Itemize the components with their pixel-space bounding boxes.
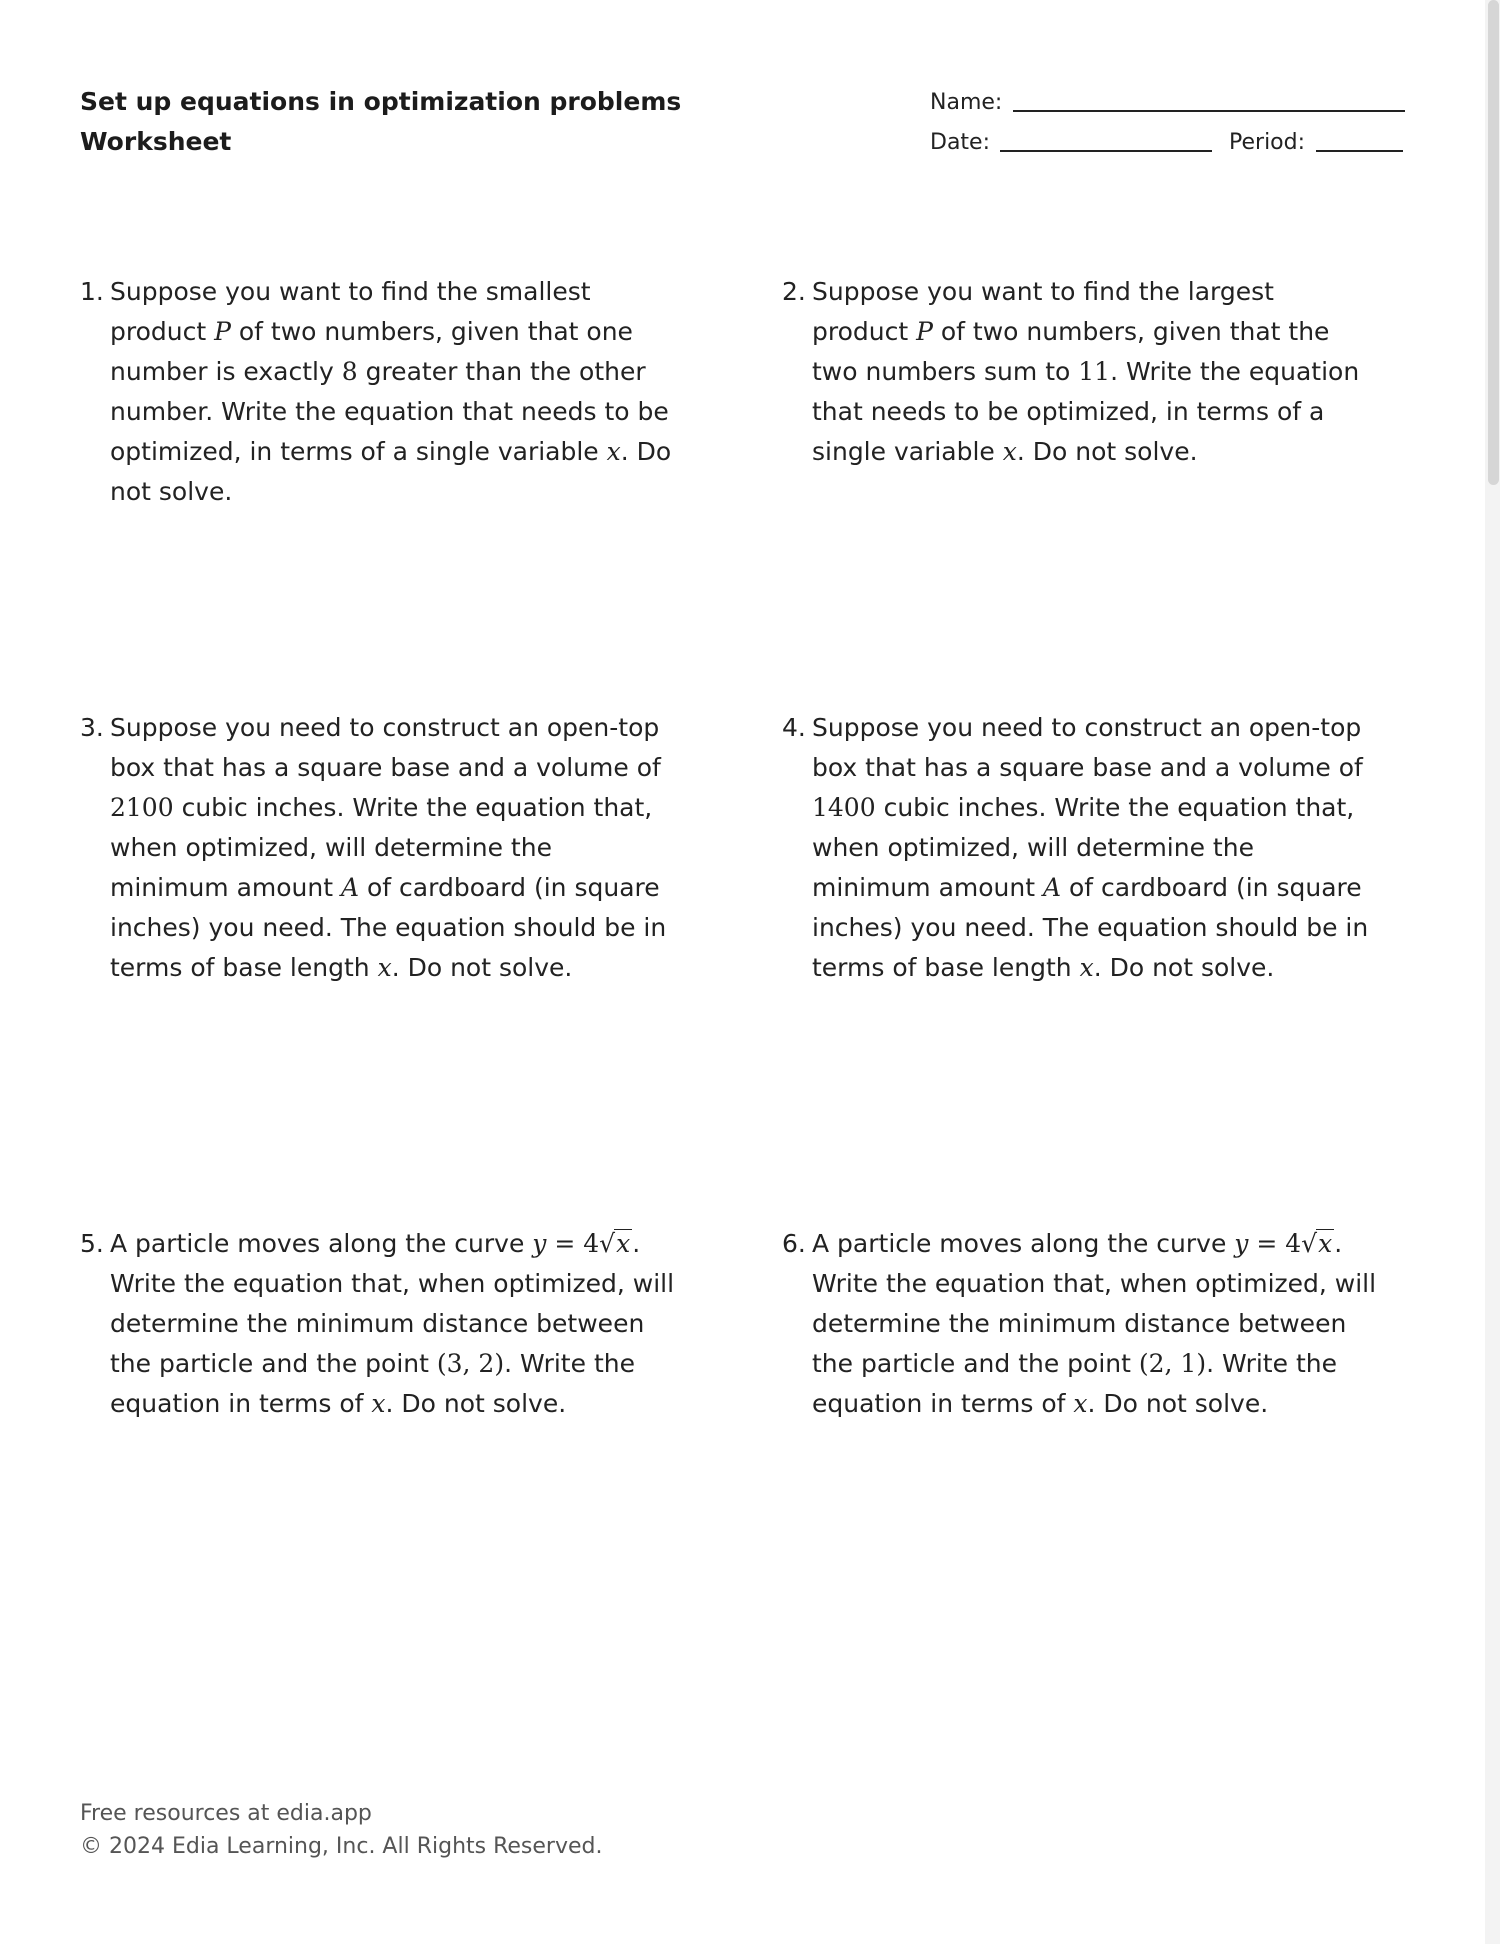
math-variable: A [1043,873,1062,902]
problem-5 [80,1224,675,1424]
problem-text: Suppose you need to construct an open-top box that has a square base and a volume of [110,713,661,782]
problem-4 [782,708,1377,988]
name-line[interactable] [1013,110,1405,112]
problem-text: . Do not solve. [385,1389,567,1418]
date-label: Date: [930,130,990,155]
problem-text: of cardboard (in square inches) you need. The equation should be in terms of base length [812,873,1369,982]
problem-2 [782,272,1377,472]
footer-resources: Free resources at edia.app [80,1801,372,1826]
student-info-fields [930,86,1405,166]
math-variable: x [1079,953,1094,982]
math-variable: P [916,317,933,346]
title-line-1: Set up equations in optimization problems [80,87,682,116]
problem-text: Suppose you need to construct an open-top box that has a square base and a volume of [812,713,1363,782]
math-expression: = 4 [1248,1229,1302,1258]
math-point: (3, 2) [436,1349,505,1378]
problem-text: Suppose you want to find the smallest product [110,277,591,346]
problem-number: 4. [782,713,806,742]
problem-text: cubic inches. Write the equation that, when optimized, will determine the minimum amount [812,793,1355,902]
problem-text: cubic inches. Write the equation that, when optimized, will determine the minimum amount [110,793,653,902]
math-point: (2, 1) [1138,1349,1207,1378]
problem-text: of cardboard (in square inches) you need. The equation should be in terms of base length [110,873,667,982]
vertical-scrollbar[interactable] [1485,0,1500,1944]
problem-text: . Write the equation that needs to be optimized, in terms of a single variable [812,357,1360,466]
problem-text: . Do not solve. [110,437,672,506]
math-variable: y [532,1229,547,1258]
sqrt-icon: √ [599,1229,616,1258]
problem-1 [80,272,675,512]
problem-text: A particle moves along the curve [812,1229,1235,1258]
problem-text: . Write the equation in terms of [110,1349,635,1418]
problem-text: . Do not solve. [1093,953,1275,982]
date-period-row [930,126,1405,166]
problem-text: Suppose you want to find the largest product [812,277,1274,346]
sqrt-icon: √ [1301,1229,1318,1258]
math-number: 11 [1078,357,1111,386]
problem-text: of two numbers, given that one number is exactly [110,317,633,386]
math-variable: x [377,953,392,982]
name-row [930,86,1405,126]
title-line-2: Worksheet [80,127,232,156]
footer-copyright: © 2024 Edia Learning, Inc. All Rights Reserved. [80,1834,603,1859]
worksheet-title [80,82,681,162]
problem-text: . Write the equation that, when optimized, will determine the minimum distance between the particle and the point [110,1229,675,1378]
footer [80,1797,602,1863]
math-variable: x [606,437,621,466]
problem-text: greater than the other number. Write the equation that needs to be optimized, in terms of a single variable [110,357,669,466]
problem-text: . Do not solve. [1087,1389,1269,1418]
name-label: Name: [930,90,1003,115]
math-variable: A [341,873,360,902]
scrollbar-thumb[interactable] [1488,0,1499,485]
problem-text: A particle moves along the curve [110,1229,533,1258]
problem-text: . Write the equation in terms of [812,1349,1337,1418]
math-variable: x [1002,437,1017,466]
problem-text: . Write the equation that, when optimized, will determine the minimum distance between the particle and the point [812,1229,1377,1378]
math-number: 2100 [110,793,174,822]
math-variable: x [1073,1389,1088,1418]
math-number: 1400 [812,793,876,822]
math-variable: x [616,1229,631,1258]
math-variable: P [214,317,231,346]
math-number: 8 [341,357,358,386]
problem-number: 1. [80,277,104,306]
period-label: Period: [1229,130,1306,155]
math-variable: y [1234,1229,1249,1258]
period-line[interactable] [1316,150,1403,152]
problem-text: of two numbers, given that the two numbers sum to [812,317,1330,386]
math-variable: x [371,1389,386,1418]
problem-text: . Do not solve. [1016,437,1198,466]
date-line[interactable] [1000,150,1212,152]
problem-6 [782,1224,1377,1424]
problem-number: 6. [782,1229,806,1258]
problem-3 [80,708,675,988]
problem-number: 5. [80,1229,104,1258]
problem-text: . Do not solve. [391,953,573,982]
math-variable: x [1318,1229,1333,1258]
problem-number: 2. [782,277,806,306]
problem-number: 3. [80,713,104,742]
math-expression: = 4 [546,1229,600,1258]
